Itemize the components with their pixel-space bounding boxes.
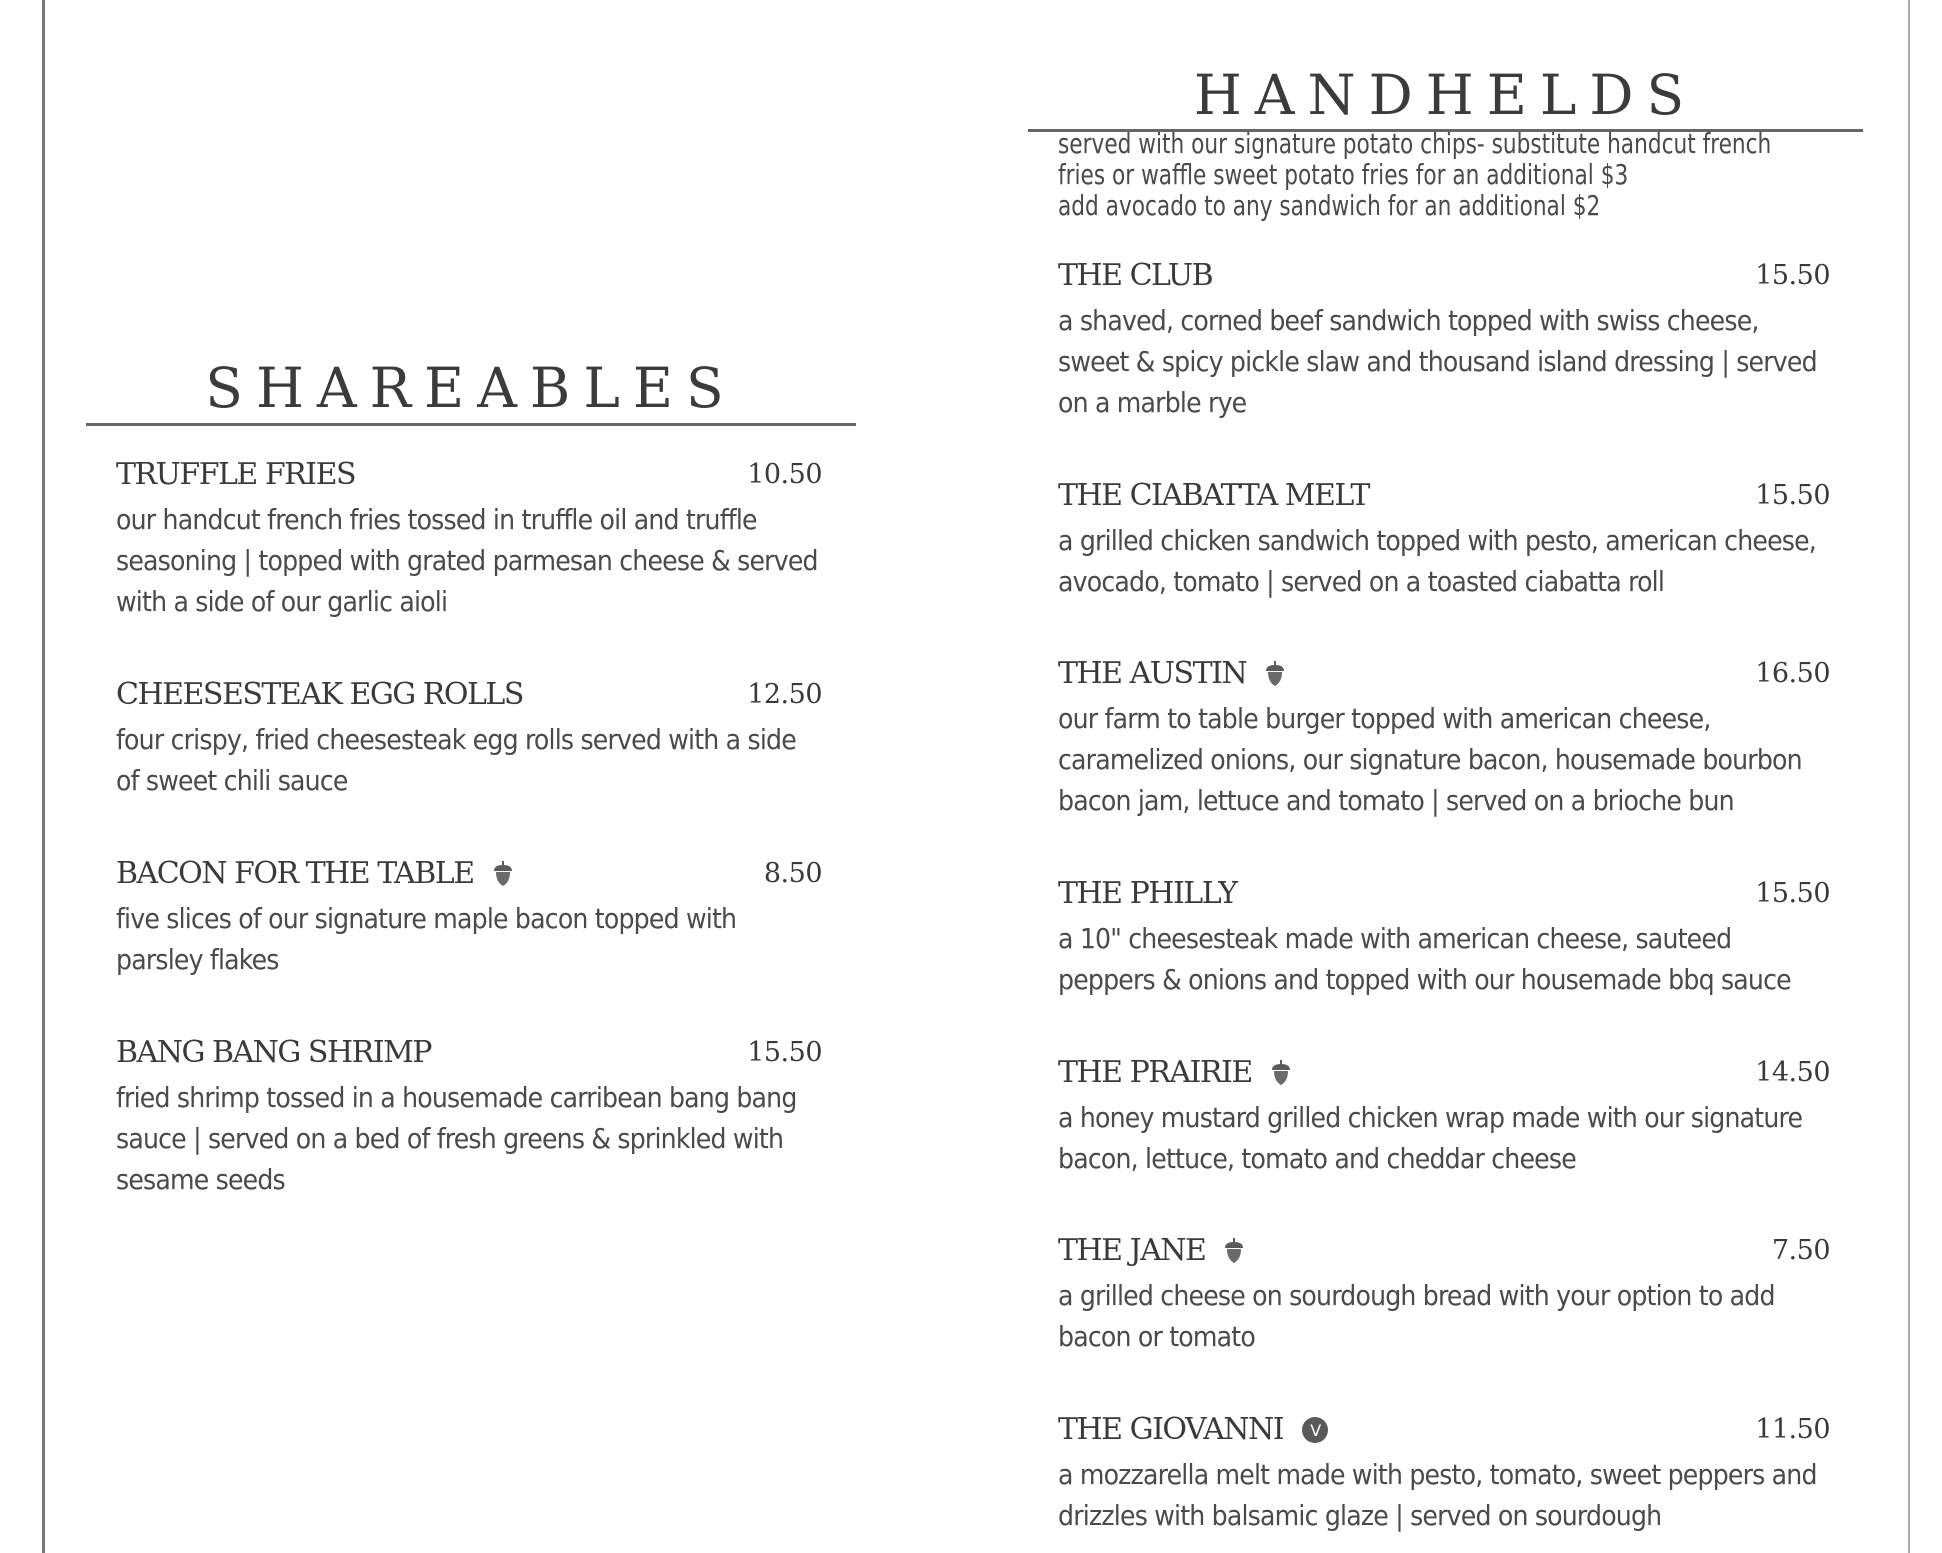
shareables-rule — [86, 423, 856, 426]
item-description: five slices of our signature maple bacon topped with parsley flakes — [116, 902, 737, 976]
vegetarian-v-icon — [1301, 1416, 1329, 1444]
page-right-border — [1908, 0, 1910, 1553]
item-name-group — [1058, 1410, 1329, 1450]
item-description: our handcut french fries tossed in truffle oil and truffle seasoning | topped with grated parmesan cheese & served with a side of our garlic aioli — [116, 503, 818, 618]
item-description: a honey mustard grilled chicken wrap made with our signature bacon, lettuce, tomato and cheddar cheese — [1058, 1101, 1803, 1175]
acorn-icon — [1270, 1059, 1292, 1087]
vegetarian-v-label: V — [1310, 1421, 1320, 1440]
note-line: served with our signature potato chips- substitute handcut french — [1058, 127, 1772, 160]
menu-item — [1058, 256, 1830, 423]
item-price: 14.50 — [1755, 1057, 1830, 1088]
item-price: 7.50 — [1771, 1235, 1830, 1266]
menu-item — [1058, 1053, 1830, 1179]
menu-item — [1058, 1231, 1830, 1357]
item-price: 15.50 — [747, 1037, 822, 1068]
note-line: add avocado to any sandwich for an additional $2 — [1058, 189, 1601, 222]
item-name: BACON FOR THE TABLE — [116, 856, 474, 891]
item-price: 11.50 — [1755, 1414, 1830, 1445]
item-name: THE JANE — [1058, 1233, 1206, 1268]
menu-item — [1058, 654, 1830, 821]
menu-item — [1058, 476, 1830, 602]
handhelds-note — [1058, 127, 1772, 222]
menu-item — [116, 854, 822, 980]
item-name-group — [1058, 654, 1286, 694]
menu-item — [116, 455, 822, 622]
item-name: CHEESESTEAK EGG ROLLS — [116, 677, 523, 712]
menu-item — [116, 1033, 822, 1200]
acorn-icon — [1264, 660, 1286, 688]
acorn-icon — [492, 860, 514, 888]
item-price: 10.50 — [747, 459, 822, 490]
item-description: a shaved, corned beef sandwich topped with swiss cheese, sweet & spicy pickle slaw and thousand island dressing | served on a marble rye — [1058, 304, 1817, 419]
item-name: THE PRAIRIE — [1058, 1055, 1252, 1090]
acorn-icon — [1223, 1237, 1245, 1265]
page-left-border — [42, 0, 45, 1553]
item-name-group — [1058, 1231, 1245, 1271]
item-price: 12.50 — [747, 679, 822, 710]
item-description: our farm to table burger topped with american cheese, caramelized onions, our signature bacon, housemade bourbon bacon jam, lettuce and tomato | served on a brioche bun — [1058, 702, 1802, 817]
item-name: BANG BANG SHRIMP — [116, 1035, 431, 1070]
item-description: a mozzarella melt made with pesto, tomato, sweet peppers and drizzles with balsamic glaze | served on sourdough — [1058, 1458, 1817, 1532]
item-description: a grilled cheese on sourdough bread with your option to add bacon or tomato — [1058, 1279, 1775, 1353]
shareables-title: SHAREABLES — [205, 356, 737, 420]
item-name: THE GIOVANNI — [1058, 1412, 1284, 1447]
item-price: 8.50 — [763, 858, 822, 889]
item-price: 15.50 — [1755, 878, 1830, 909]
note-line: fries or waffle sweet potato fries for an additional $3 — [1058, 158, 1629, 191]
item-name: THE CLUB — [1058, 258, 1213, 293]
item-description: a 10" cheesesteak made with american cheese, sauteed peppers & onions and topped with our housemade bbq sauce — [1058, 922, 1791, 996]
menu-item — [1058, 1410, 1830, 1536]
item-price: 15.50 — [1755, 260, 1830, 291]
menu-item — [1058, 874, 1830, 1000]
item-description: four crispy, fried cheesesteak egg rolls served with a side of sweet chili sauce — [116, 723, 796, 797]
item-description: a grilled chicken sandwich topped with pesto, american cheese, avocado, tomato | served on a toasted ciabatta roll — [1058, 524, 1816, 598]
item-name: THE AUSTIN — [1058, 656, 1247, 691]
menu-item — [116, 675, 822, 801]
item-price: 16.50 — [1755, 658, 1830, 689]
item-name: TRUFFLE FRIES — [116, 457, 356, 492]
item-name-group — [1058, 1053, 1292, 1093]
item-name-group — [116, 854, 514, 894]
item-name: THE CIABATTA MELT — [1058, 478, 1369, 513]
handhelds-title: HANDHELDS — [1193, 63, 1698, 127]
item-description: fried shrimp tossed in a housemade carribean bang bang sauce | served on a bed of fresh greens & sprinkled with sesame seeds — [116, 1081, 797, 1196]
item-name: THE PHILLY — [1058, 876, 1237, 911]
item-price: 15.50 — [1755, 480, 1830, 511]
